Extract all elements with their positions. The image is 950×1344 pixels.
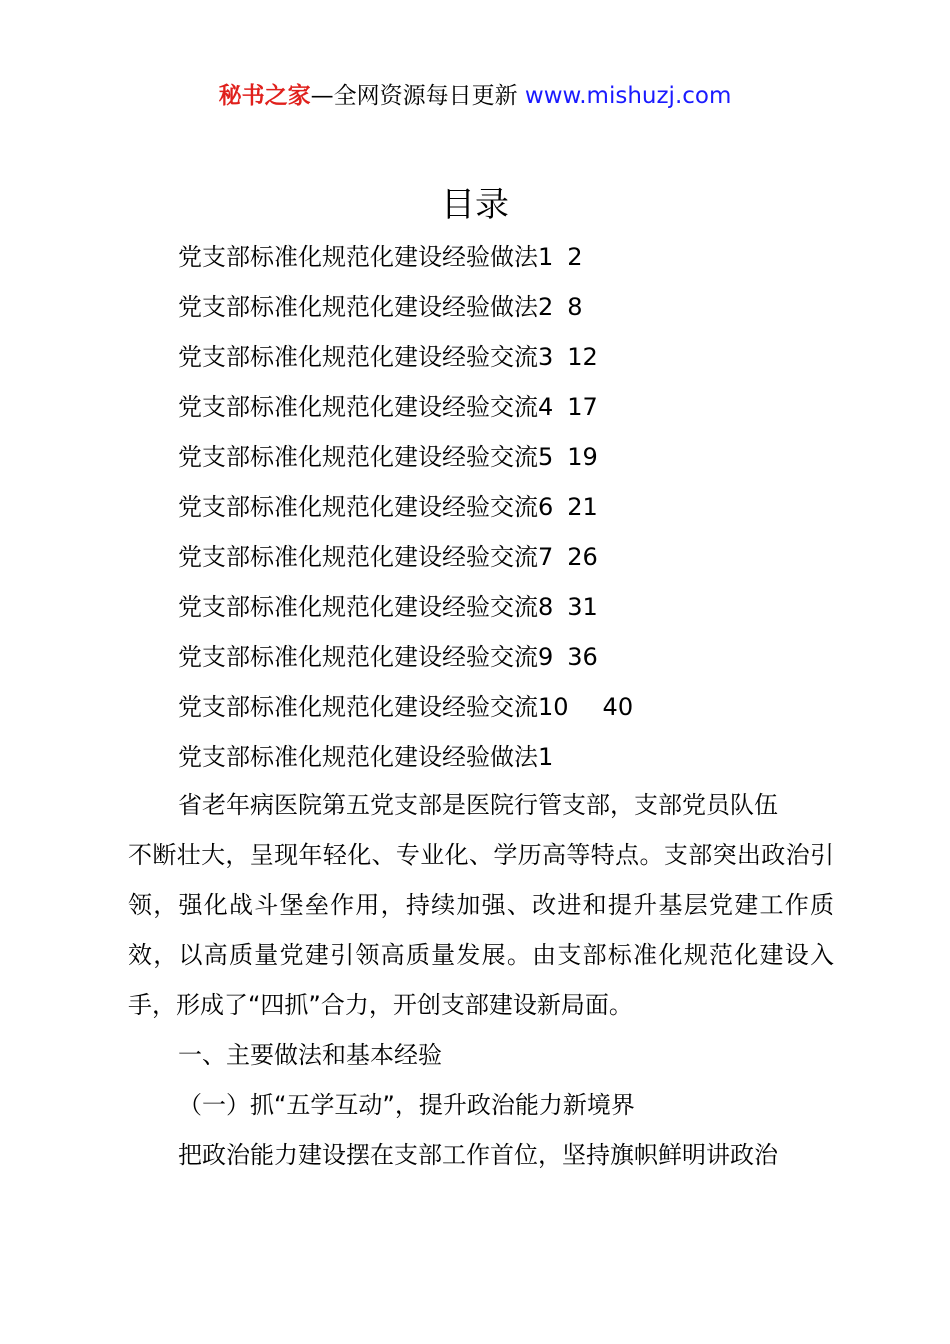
toc-item-label: 党支部标准化规范化建设经验交流10 <box>178 693 569 721</box>
toc-item-page: 12 <box>567 343 598 371</box>
header-tagline: —全网资源每日更新 <box>310 83 518 109</box>
toc-item[interactable] <box>178 582 633 632</box>
toc-item-label: 党支部标准化规范化建设经验做法2 <box>178 293 554 321</box>
toc-item-page: 2 <box>567 243 583 271</box>
toc-title: 目录 <box>441 185 509 225</box>
toc-item[interactable] <box>178 482 633 532</box>
toc-item-page: 31 <box>567 593 598 621</box>
toc-item-label: 党支部标准化规范化建设经验交流9 <box>178 643 554 671</box>
toc-item-label: 党支部标准化规范化建设经验交流6 <box>178 493 554 521</box>
toc-item[interactable] <box>178 382 633 432</box>
toc-item-page: 36 <box>567 643 598 671</box>
toc-item-page: 21 <box>567 493 598 521</box>
intro-first-line: 省老年病医院第五党支部是医院行管支部，支部党员队伍 <box>178 791 778 819</box>
table-of-contents <box>178 232 633 782</box>
toc-item-label: 党支部标准化规范化建设经验交流5 <box>178 443 554 471</box>
toc-item[interactable] <box>178 432 633 482</box>
toc-item-label: 党支部标准化规范化建设经验交流3 <box>178 343 554 371</box>
toc-item-page: 26 <box>567 543 598 571</box>
subsection-heading: （一）抓“五学互动”，提升政治能力新境界 <box>178 1091 635 1119</box>
body-paragraph: 把政治能力建设摆在支部工作首位，坚持旗帜鲜明讲政治 <box>178 1141 778 1169</box>
toc-item[interactable] <box>178 282 633 332</box>
toc-item-page: 8 <box>567 293 583 321</box>
site-url-link[interactable]: www.mishuzj.com <box>524 83 732 109</box>
toc-item-label: 党支部标准化规范化建设经验交流7 <box>178 543 554 571</box>
toc-item-page: 19 <box>567 443 598 471</box>
toc-item[interactable] <box>178 232 633 282</box>
toc-item-label: 党支部标准化规范化建设经验做法1 <box>178 243 554 271</box>
toc-item-label: 党支部标准化规范化建设经验交流8 <box>178 593 554 621</box>
toc-item-label: 党支部标准化规范化建设经验交流4 <box>178 393 554 421</box>
article-body <box>128 780 834 1180</box>
toc-item[interactable] <box>178 532 633 582</box>
toc-item-page: 17 <box>567 393 598 421</box>
toc-item[interactable] <box>178 332 633 382</box>
intro-paragraph: 不断壮大，呈现年轻化、专业化、学历高等特点。支部突出政治引领，强化战斗堡垒作用，持续加强、改进和提升基层党建工作质效，以高质量党建引领高质量发展。由支部标准化规范化建设入手，形成了“四抓”合力，开创支部建设新局面。 <box>128 841 834 1019</box>
site-header <box>0 80 950 112</box>
brand-name: 秘书之家 <box>218 83 311 109</box>
toc-item[interactable] <box>178 632 633 682</box>
article-title-text: 党支部标准化规范化建设经验做法1 <box>178 743 554 771</box>
article-title <box>178 732 633 782</box>
toc-item-page: 40 <box>602 693 634 721</box>
toc-item[interactable] <box>178 682 633 732</box>
section-heading: 一、主要做法和基本经验 <box>178 1041 442 1069</box>
